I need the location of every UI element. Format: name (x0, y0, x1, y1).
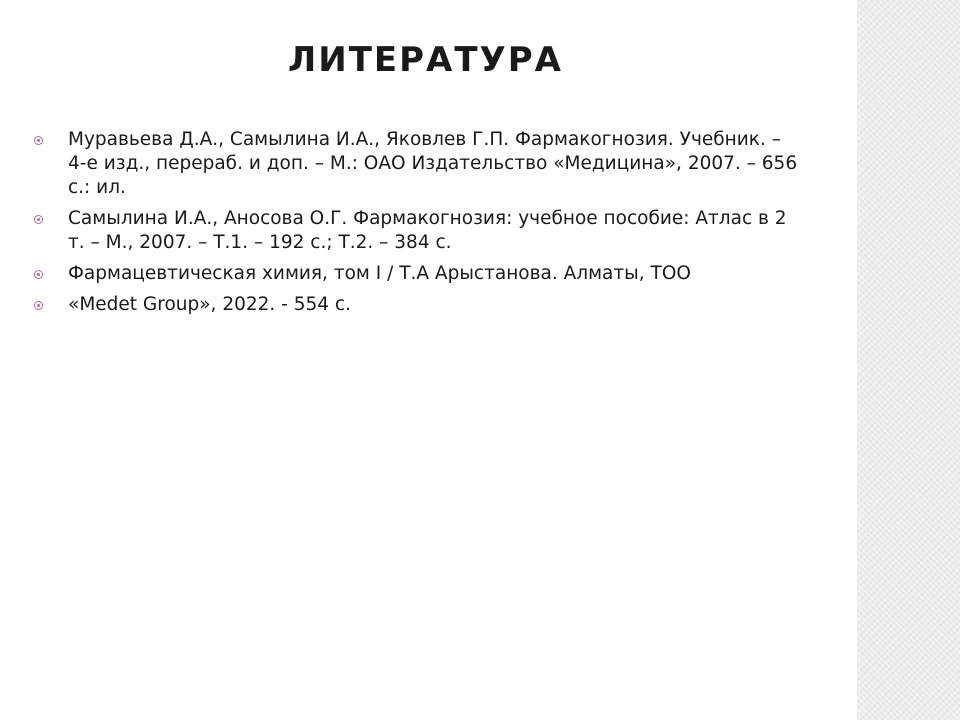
slide-title: ЛИТЕРАТУРА (288, 40, 563, 80)
reference-list (34, 128, 804, 324)
list-item (34, 207, 804, 255)
list-item (34, 293, 804, 317)
list-item (34, 128, 804, 200)
circle-bullet-icon (34, 136, 43, 145)
reference-text: Муравьева Д.А., Самылина И.А., Яковлев Г.П. Фармакогнозия. Учебник. – 4-е изд., перераб. и доп. – М.: ОАО Издательство «Медицина», 2007. – 656 с.: ил. (68, 129, 798, 198)
circle-bullet-icon (34, 215, 43, 224)
decorative-side-strip (857, 0, 960, 720)
reference-text: Фармацевтическая химия, том I / Т.А Арыстанова. Алматы, ТОО (68, 263, 691, 284)
circle-bullet-icon (34, 270, 43, 279)
reference-text: «Medet Group», 2022. - 554 с. (68, 294, 351, 315)
reference-text: Самылина И.А., Аносова О.Г. Фармакогнозия: учебное пособие: Атлас в 2 т. – М., 2007. – Т.1. – 192 с.; Т.2. – 384 с. (68, 208, 787, 253)
circle-bullet-icon (34, 301, 43, 310)
list-item (34, 262, 804, 286)
